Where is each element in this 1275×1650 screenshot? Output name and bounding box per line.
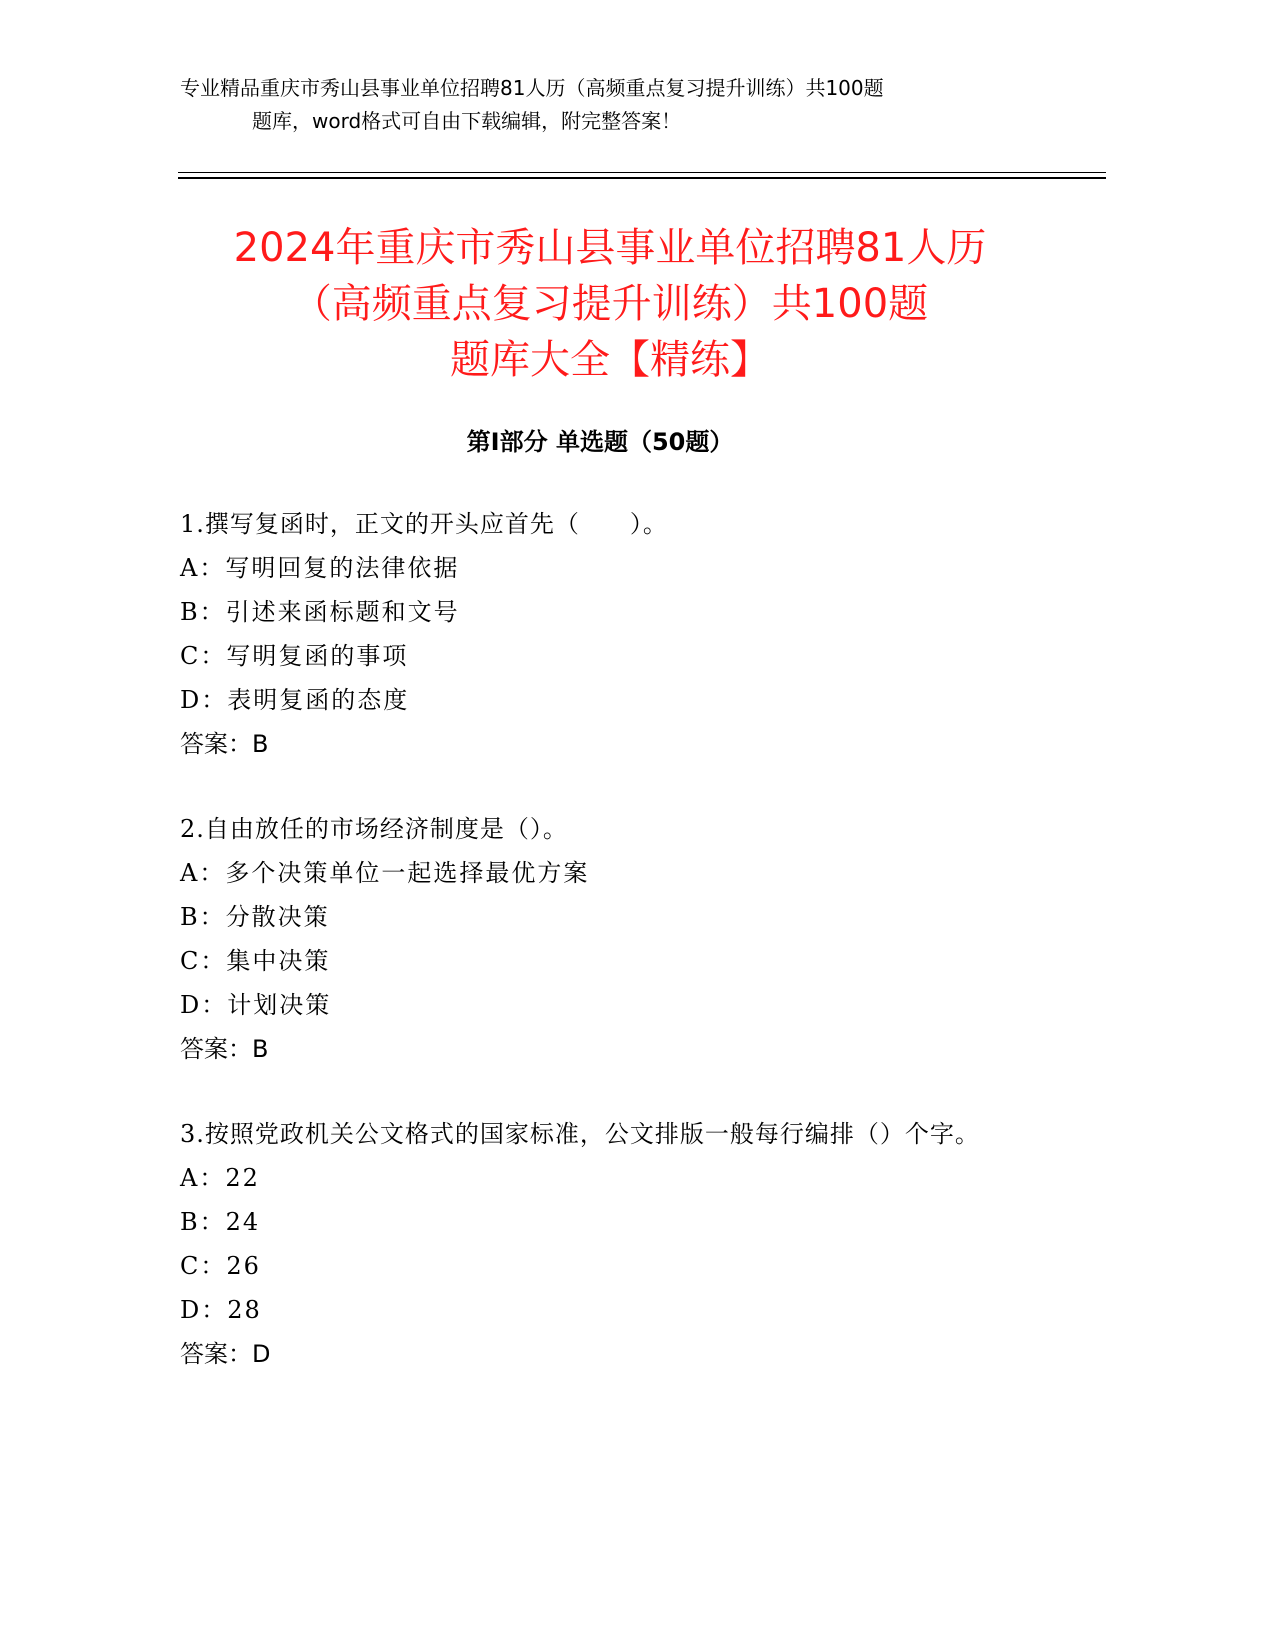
option-c: C：集中决策 <box>180 947 331 975</box>
document-header <box>180 72 1060 138</box>
title-line-2: （高频重点复习提升训练）共100题 <box>291 281 929 327</box>
answer: 答案：D <box>180 1340 271 1368</box>
question-1 <box>180 502 1040 766</box>
question-stem: 2.自由放任的市场经济制度是（）。 <box>180 815 568 843</box>
option-a: A：写明回复的法律依据 <box>180 554 460 582</box>
question-2 <box>180 807 1040 1071</box>
header-line-2: 题库，word格式可自由下载编辑，附完整答案！ <box>252 109 682 133</box>
title-line-3: 题库大全【精练】 <box>450 337 770 383</box>
answer: 答案：B <box>180 730 269 758</box>
question-stem: 1.撰写复函时，正文的开头应首先（ ）。 <box>180 510 668 538</box>
section-title: 第Ⅰ部分 单选题（50题） <box>466 428 734 456</box>
option-b: B：24 <box>180 1208 261 1236</box>
option-d: D：28 <box>180 1296 262 1324</box>
option-c: C：写明复函的事项 <box>180 642 409 670</box>
question-3 <box>180 1112 1040 1376</box>
title-line-1: 2024年重庆市秀山县事业单位招聘81人历 <box>233 225 987 271</box>
option-a: A：多个决策单位一起选择最优方案 <box>180 859 590 887</box>
option-d: D：计划决策 <box>180 991 332 1019</box>
option-d: D：表明复函的态度 <box>180 686 410 714</box>
option-b: B：分散决策 <box>180 903 330 931</box>
header-line-1: 专业精品重庆市秀山县事业单位招聘81人历（高频重点复习提升训练）共100题 <box>180 76 884 100</box>
option-b: B：引述来函标题和文号 <box>180 598 460 626</box>
option-a: A：22 <box>180 1164 260 1192</box>
answer: 答案：B <box>180 1035 269 1063</box>
header-divider-thin <box>178 172 1106 173</box>
header-divider-thick <box>178 177 1106 179</box>
document-title <box>150 220 1070 388</box>
option-c: C：26 <box>180 1252 261 1280</box>
question-stem: 3.按照党政机关公文格式的国家标准，公文排版一般每行编排（）个字。 <box>180 1120 980 1148</box>
